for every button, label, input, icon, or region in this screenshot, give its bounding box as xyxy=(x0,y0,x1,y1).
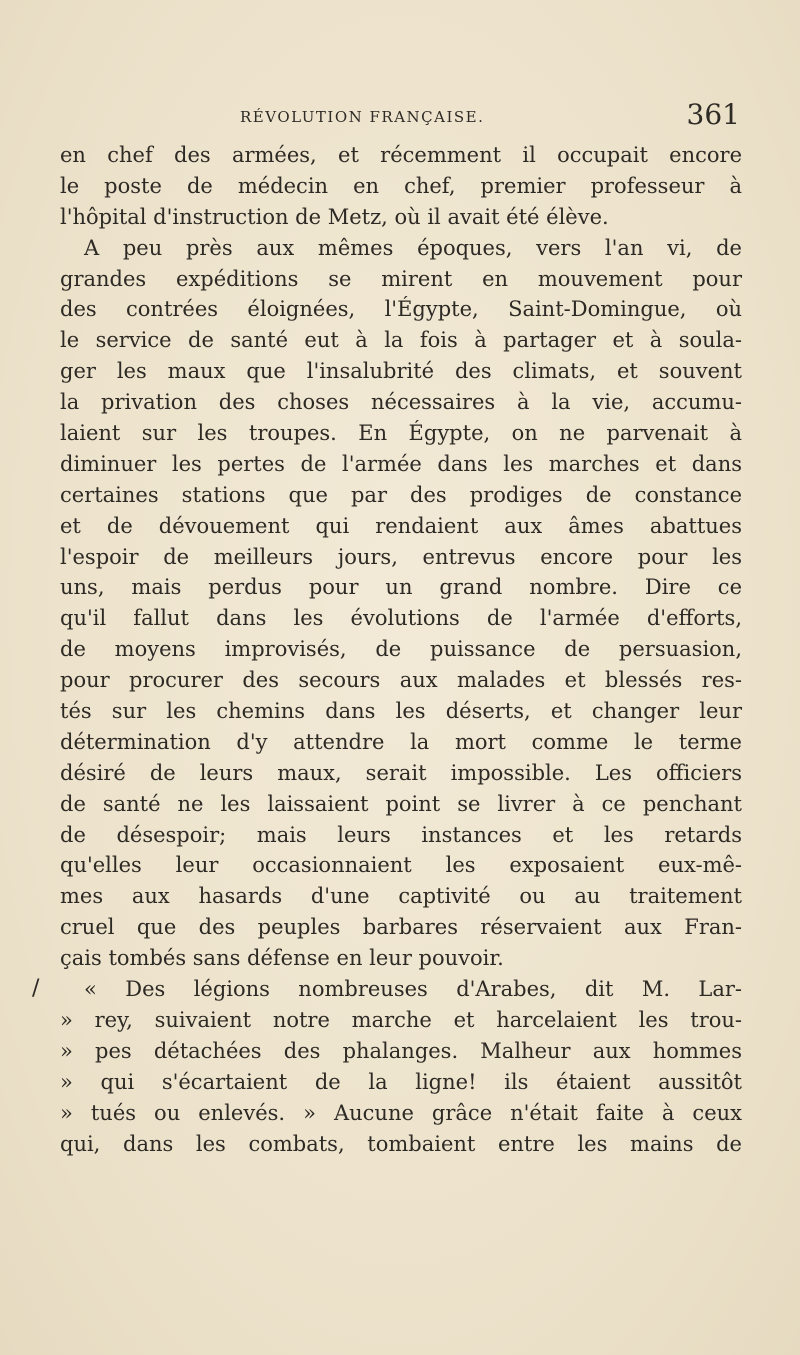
text-line: » rey, suivaient notre marche et harcelaient les trou- xyxy=(60,1007,742,1032)
text-line: » pes détachées des phalanges. Malheur aux hommes xyxy=(60,1038,742,1063)
text-line: pour procurer des secours aux malades et blessés res- xyxy=(60,668,742,693)
body-text xyxy=(32,140,742,1159)
text-line: cruel que des peuples barbares réservaient aux Fran- xyxy=(60,915,742,940)
text-line: la privation des choses nécessaires à la vie, accumu- xyxy=(60,390,742,415)
text-line: l'hôpital d'instruction de Metz, où il avait été élève. xyxy=(60,204,609,229)
text-line: diminuer les pertes de l'armée dans les marches et dans xyxy=(60,451,742,476)
text-line: » tués ou enlevés. » Aucune grâce n'était faite à ceux xyxy=(60,1100,742,1125)
text-line: l'espoir de meilleurs jours, entrevus encore pour les xyxy=(60,544,742,569)
text-line: ger les maux que l'insalubrité des climats, et souvent xyxy=(60,359,742,384)
text-line: le service de santé eut à la fois à partager et à soula- xyxy=(60,328,742,353)
page-number: 361 xyxy=(686,98,740,131)
text-line: laient sur les troupes. En Égypte, on ne parvenait à xyxy=(60,421,742,446)
running-title: RÉVOLUTION FRANÇAISE. xyxy=(240,108,485,126)
text-line: de moyens improvisés, de puissance de persuasion, xyxy=(60,637,742,662)
text-line: des contrées éloignées, l'Égypte, Saint-Domingue, où xyxy=(60,297,742,322)
text-line xyxy=(32,974,742,1005)
text-line: certaines stations que par des prodiges de constance xyxy=(60,482,742,507)
text-line: désiré de leurs maux, serait impossible. Les officiers xyxy=(60,760,742,785)
text-line: le poste de médecin en chef, premier professeur à xyxy=(60,173,742,198)
margin-mark: / xyxy=(32,976,40,1002)
text-line: détermination d'y attendre la mort comme le terme xyxy=(60,729,742,754)
text-line: çais tombés sans défense en leur pouvoir. xyxy=(60,946,504,971)
text-line: » qui s'écartaient de la ligne! ils étaient aussitôt xyxy=(60,1069,742,1094)
text-line: tés sur les chemins dans les déserts, et changer leur xyxy=(60,699,742,724)
text-line: qui, dans les combats, tombaient entre les mains de xyxy=(60,1131,742,1156)
quote-text: « Des légions nombreuses d'Arabes, dit M. Lar- xyxy=(84,977,742,1002)
text-line: A peu près aux mêmes époques, vers l'an vi, de xyxy=(84,235,742,260)
text-line: qu'elles leur occasionnaient les exposaient eux-mê- xyxy=(60,853,742,878)
running-head xyxy=(60,98,740,134)
text-line: de désespoir; mais leurs instances et les retards xyxy=(60,822,742,847)
text-line: mes aux hasards d'une captivité ou au traitement xyxy=(60,884,742,909)
text-line: en chef des armées, et récemment il occupait encore xyxy=(60,143,742,167)
text-line: uns, mais perdus pour un grand nombre. Dire ce xyxy=(60,575,742,600)
text-line: qu'il fallut dans les évolutions de l'armée d'efforts, xyxy=(60,606,742,631)
text-line: grandes expéditions se mirent en mouvement pour xyxy=(60,266,742,291)
text-line: de santé ne les laissaient point se livrer à ce penchant xyxy=(60,791,742,816)
text-line: et de dévouement qui rendaient aux âmes abattues xyxy=(60,513,742,538)
